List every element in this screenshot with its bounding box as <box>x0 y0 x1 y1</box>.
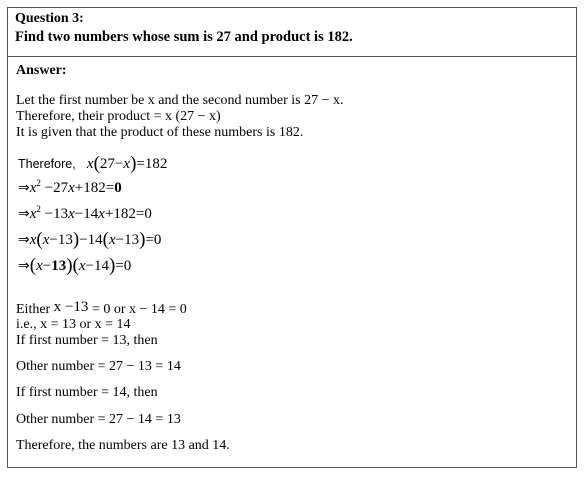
step-4: ⇒x(x−13)−14(x−13)=0 <box>18 229 162 250</box>
result-line-5: Other number = 27 − 14 = 13 <box>16 412 181 427</box>
question-text: Find two numbers whose sum is 27 and product is 182. <box>15 29 353 45</box>
solution-frame <box>7 7 577 468</box>
either-lead: Either <box>16 302 51 317</box>
question-heading: Question 3: <box>15 11 84 26</box>
intro-line-2: Therefore, their product = x (27 − x) <box>16 109 221 124</box>
either-line <box>16 301 187 318</box>
step-1-expr: x(27−x)=182 <box>86 153 168 174</box>
answer-heading: Answer: <box>16 63 67 78</box>
question-cell <box>8 8 576 57</box>
step-5: ⇒(x−13)(x−14)=0 <box>18 255 132 276</box>
result-line-2: If first number = 13, then <box>16 333 158 348</box>
step-1 <box>18 152 167 174</box>
result-line-3: Other number = 27 − 13 = 14 <box>16 359 181 374</box>
intro-line-1: Let the first number be x and the second number is 27 − x. <box>16 93 344 108</box>
therefore-label: Therefore, <box>18 157 76 171</box>
either-expr: x −13 <box>53 299 89 315</box>
step-3: $\Rightarrow x^2 -13x-14x+182=0$ <box>18 204 152 222</box>
step-2: $\Rightarrow x^2 -27x+182=0$ <box>18 178 122 196</box>
result-line-1: i.e., x = 13 or x = 14 <box>16 317 131 332</box>
either-rest: = 0 or x − 14 = 0 <box>91 302 187 317</box>
result-line-6: Therefore, the numbers are 13 and 14. <box>16 438 230 453</box>
result-line-4: If first number = 14, then <box>16 385 158 400</box>
intro-line-3: It is given that the product of these numbers is 182. <box>16 125 304 140</box>
